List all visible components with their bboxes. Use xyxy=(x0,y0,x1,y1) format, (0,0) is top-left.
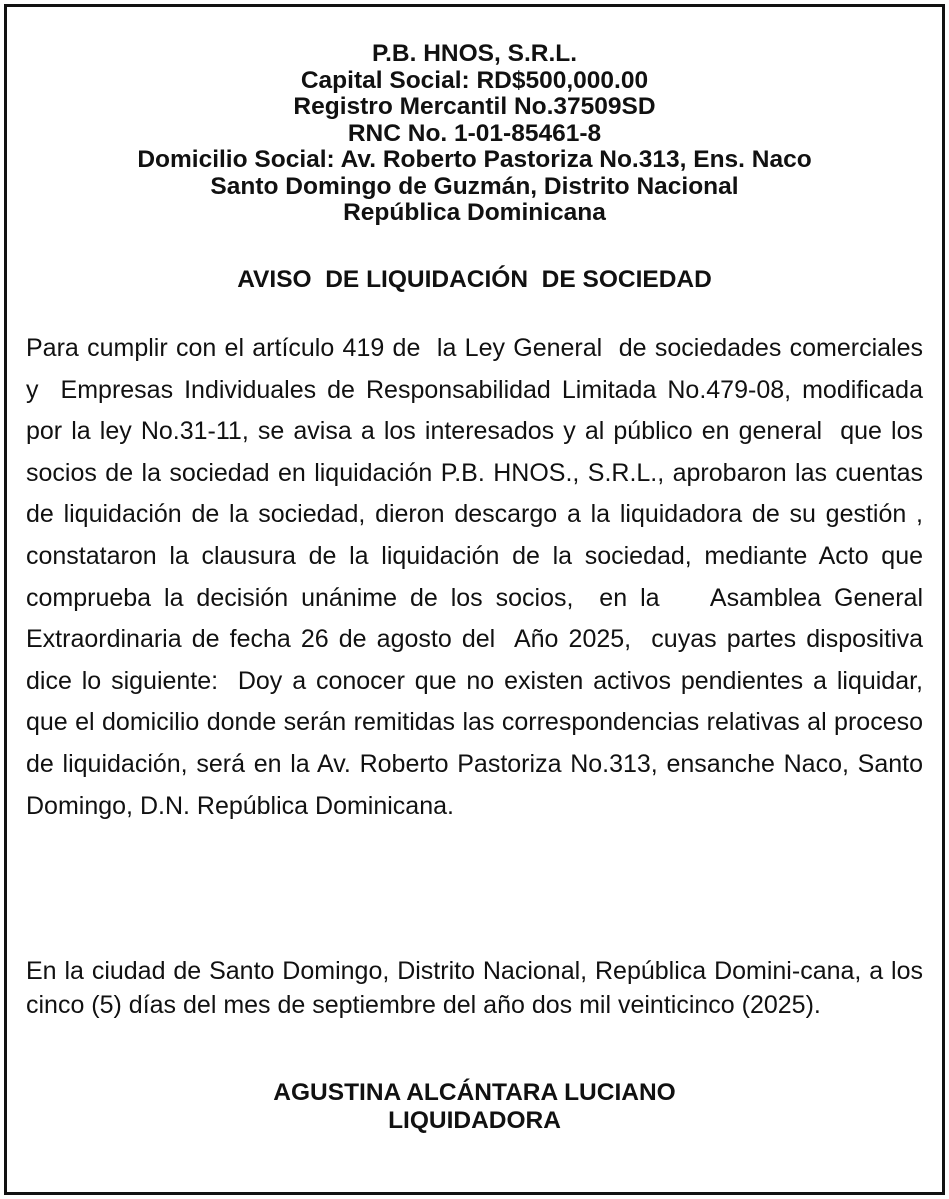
notice-body: Para cumplir con el artículo 419 de la Ley General de sociedades comerciales y Empresas Individuales de Responsabilidad Limitada No.479-08, modificada por la ley No.31-11, se avisa a los interesados y al público en general que los socios de la sociedad en liquidación P.B. HNOS., S.R.L., aprobaron las cuentas de liquidación de la sociedad, dieron descargo a la liquidadora de su gestión , constataron la clausura de la liquidación de la sociedad, mediante Acto que comprueba la decisión unánime de los socios, en la Asamblea General Extraordinaria de fecha 26 de agosto del Año 2025, cuyas partes dispositiva dice lo siguiente: Doy a conocer que no existen activos pendientes a liquidar, que el domicilio donde serán remitidas las correspondencias relativas al proceso de liquidación, será en la Av. Roberto Pastoriza No.313, ensanche Naco, Santo Domingo, D.N. República Dominicana. xyxy=(26,334,930,820)
rnc-number: RNC No. 1-01-85461-8 xyxy=(347,119,602,147)
registro-mercantil: Registro Mercantil No.37509SD xyxy=(293,93,656,120)
company-name: P.B. HNOS, S.R.L. xyxy=(371,40,578,67)
notice-title: AVISO DE LIQUIDACIÓN DE SOCIEDAD xyxy=(237,266,712,293)
signature-block xyxy=(7,1079,942,1135)
company-header xyxy=(7,41,942,227)
city-line: Santo Domingo de Guzmán, Distrito Nacional xyxy=(210,172,739,200)
capital-social: Capital Social: RD$500,000.00 xyxy=(300,66,649,94)
country-line: República Dominicana xyxy=(343,199,606,226)
domicilio-social: Domicilio Social: Av. Roberto Pastoriza No.313, Ens. Naco xyxy=(137,146,812,173)
notice-closing: En la ciudad de Santo Domingo, Distrito Nacional, República Domini-cana, a los cinco (5) días del mes de septiembre del año dos mil veinticinco (2025). xyxy=(26,957,930,1019)
signatory-name: AGUSTINA ALCÁNTARA LUCIANO xyxy=(273,1079,676,1106)
notice-border xyxy=(4,4,945,1195)
signatory-role: LIQUIDADORA xyxy=(388,1107,561,1134)
